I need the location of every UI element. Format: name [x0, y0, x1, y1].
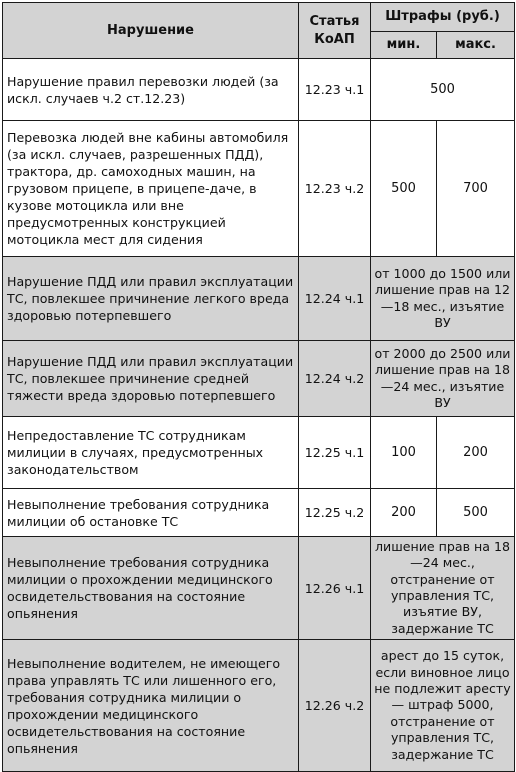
fines-table [2, 2, 515, 772]
fine-min-cell: 200 [371, 489, 437, 537]
fine-cell: лишение прав на 18—24 мес., отстранение от управления ТС, изъятие ВУ, задержание ТС [371, 537, 515, 640]
fine-max-cell: 700 [437, 121, 515, 257]
table-row [3, 417, 515, 489]
header-max: макс. [437, 32, 515, 59]
fine-cell: 500 [371, 59, 515, 121]
table-row [3, 121, 515, 257]
article-cell: 12.23 ч.2 [299, 121, 371, 257]
violation-cell: Нарушение ПДД или правил эксплуатации ТС, повлекшее причинение легкого вреда здоровью потерпевшего [3, 257, 299, 341]
article-cell: 12.24 ч.2 [299, 341, 371, 417]
table-row [3, 489, 515, 537]
fine-cell: арест до 15 суток, если виновное лицо не подлежит аресту — штраф 5000, отстранение от управления ТС, задержание ТС [371, 640, 515, 772]
table-row [3, 640, 515, 772]
violation-cell: Нарушение правил перевозки людей (за искл. случаев ч.2 ст.12.23) [3, 59, 299, 121]
fine-max-cell: 200 [437, 417, 515, 489]
fine-max-cell: 500 [437, 489, 515, 537]
table-row [3, 341, 515, 417]
article-cell: 12.24 ч.1 [299, 257, 371, 341]
header-article-line1: Статья [309, 13, 360, 29]
header-article [299, 3, 371, 59]
violation-cell: Невыполнение требования сотрудника милиции о прохождении медицинского освидетельствования на состояние опьянения [3, 537, 299, 640]
header-violation: Нарушение [3, 3, 299, 59]
table-row [3, 59, 515, 121]
article-cell: 12.25 ч.2 [299, 489, 371, 537]
violation-cell: Невыполнение водителем, не имеющего права управлять ТС или лишенного его, требования сотрудника милиции о прохождении медицинского освидетельствования на состояние опьянения [3, 640, 299, 772]
table-row [3, 537, 515, 640]
table-row [3, 257, 515, 341]
fine-cell: от 2000 до 2500 или лишение прав на 18—24 мес., изъятие ВУ [371, 341, 515, 417]
fine-cell: от 1000 до 1500 или лишение прав на 12—18 мес., изъятие ВУ [371, 257, 515, 341]
article-cell: 12.23 ч.1 [299, 59, 371, 121]
fine-min-cell: 500 [371, 121, 437, 257]
article-cell: 12.26 ч.1 [299, 537, 371, 640]
violation-cell: Непредоставление ТС сотрудникам милиции в случаях, предусмотренных законодательством [3, 417, 299, 489]
violation-cell: Перевозка людей вне кабины автомобиля (за искл. случаев, разрешенных ПДД), трактора, др. самоходных машин, на грузовом прицепе, в прицепе-даче, в кузове мотоцикла или вне предусмотренных конструкцией мотоцикла мест для сидения [3, 121, 299, 257]
fine-min-cell: 100 [371, 417, 437, 489]
article-cell: 12.25 ч.1 [299, 417, 371, 489]
violation-cell: Нарушение ПДД или правил эксплуатации ТС, повлекшее причинение средней тяжести вреда здоровью потерпевшего [3, 341, 299, 417]
article-cell: 12.26 ч.2 [299, 640, 371, 772]
violation-cell: Невыполнение требования сотрудника милиции об остановке ТС [3, 489, 299, 537]
header-min: мин. [371, 32, 437, 59]
header-fines: Штрафы (руб.) [371, 3, 515, 32]
header-article-line2: КоАП [314, 31, 355, 47]
